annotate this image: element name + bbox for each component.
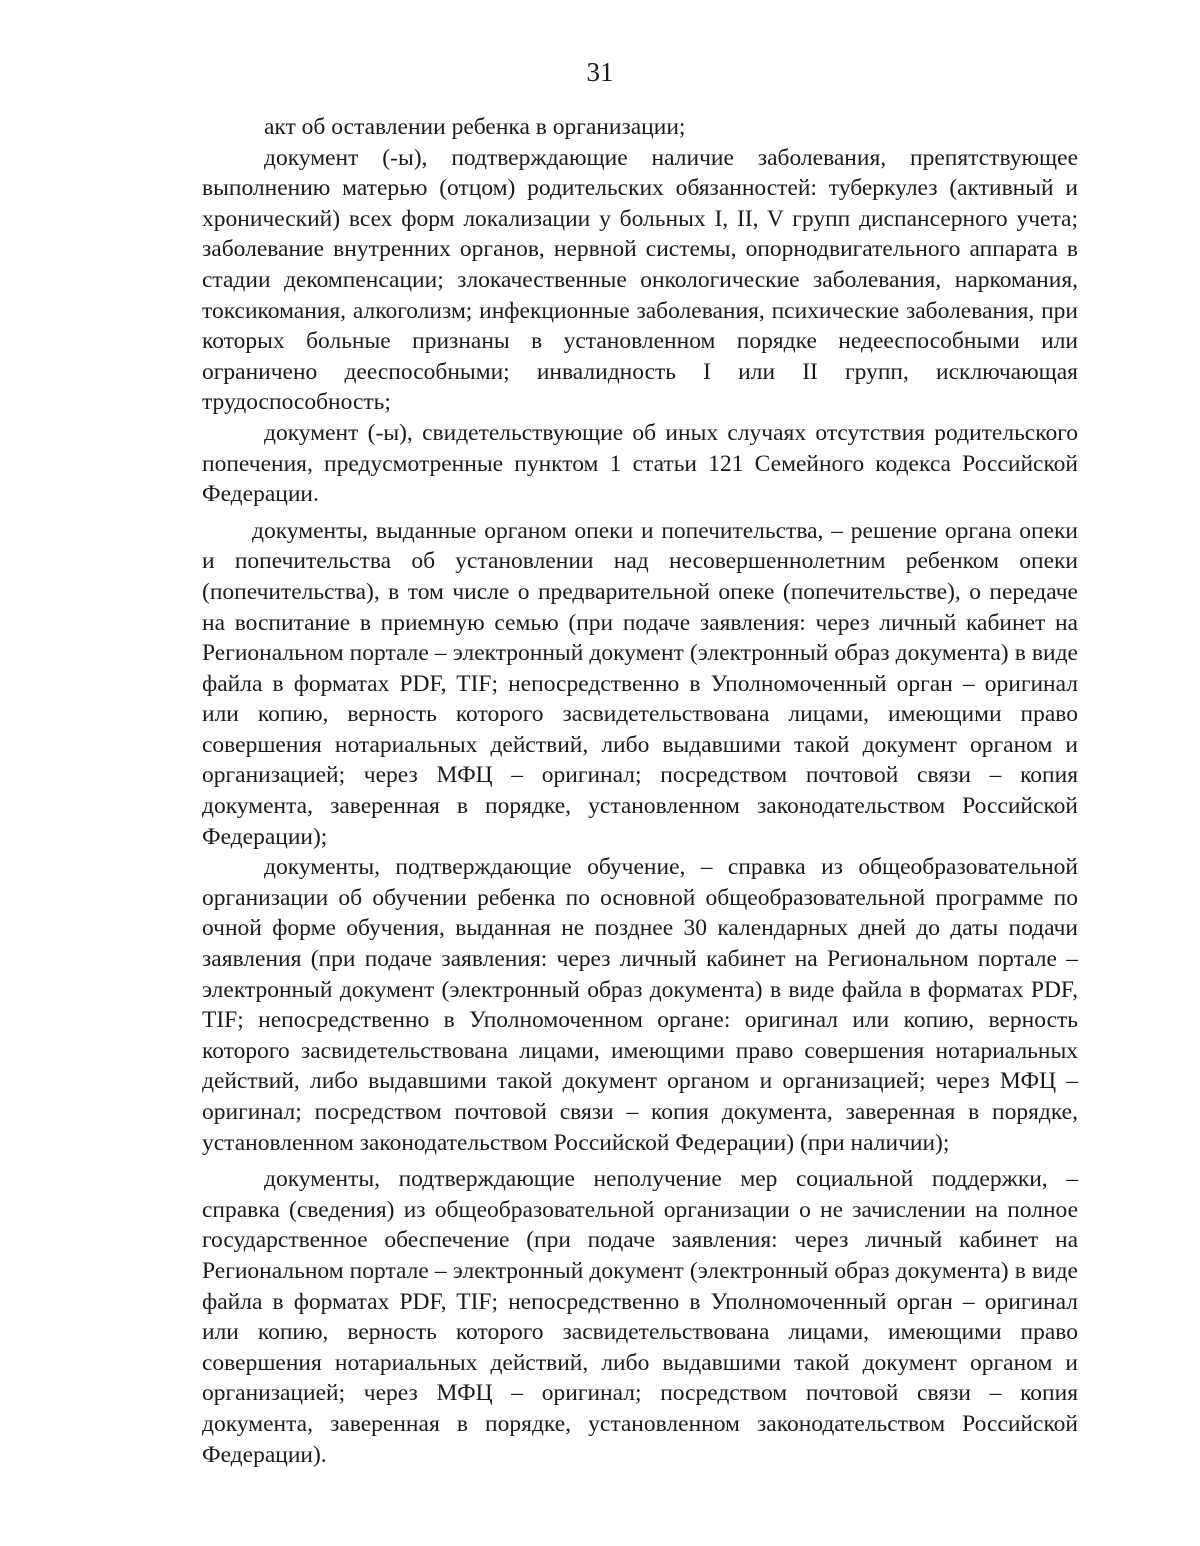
paragraph-social-support-documents: документы, подтверждающие неполучение мер социальной поддержки, – справка (сведения) из общеобразовательной организации о не зачислении на полное государственное обеспечение (при подаче заявления: через личный кабинет на Региональном портале – электронный документ (электронный образ документа) в виде файла в форматах PDF, TIF; непосредственно в Уполномоченный орган – оригинал или копию, верность которого засвидетельствована лицами, имеющими право совершения нотариальных действий, либо выдавшими такой документ органом и организацией; через МФЦ – оригинал; посредством почтовой связи – копия документа, заверенная в порядке, установленном законодательством Российской Федерации). (202, 1166, 1078, 1468)
paragraph-illness-documents: документ (-ы), подтверждающие наличие заболевания, препятствующее выполнению матерью (отцом) родительских обязанностей: туберкулез (активный и хронический) всех форм локализации у больных I, II, V групп диспансерного учета; заболевание внутренних органов, нервной системы, опорнодвигательного аппарата в стадии декомпенсации; злокачественные онкологические заболевания, наркомания, токсикомания, алкоголизм; инфекционные заболевания, психические заболевания, при которых больные признаны в установленном порядке недееспособными или ограничено дееспособными; инвалидность I или II групп, исключающая трудоспособность; (202, 144, 1078, 416)
paragraph-act: акт об оставлении ребенка в организации; (264, 114, 686, 140)
paragraph-education-documents: документы, подтверждающие обучение, – справка из общеобразовательной организации об обучении ребенка по основной общеобразовательной программе по очной форме обучения, выданная не позднее 30 календарных дней до даты подачи заявления (при подаче заявления: через личный кабинет на Региональном портале – электронный документ (электронный образ документа) в виде файла в форматах PDF, TIF; непосредственно в Уполномоченном органе: оригинал или копию, верность которого засвидетельствована лицами, имеющими право совершения нотариальных действий, либо выдавшими такой документ органом и организацией; через МФЦ – оригинал; посредством почтовой связи – копия документа, заверенная в порядке, установленном законодательством Российской Федерации) (при наличии); (202, 854, 1078, 1156)
paragraph-other-cases-documents: документ (-ы), свидетельствующие об иных случаях отсутствия родительского попечения, предусмотренные пунктом 1 статьи 121 Семейного кодекса Российской Федерации. (202, 419, 1078, 508)
paragraph-guardianship-documents: документы, выданные органом опеки и попечительства, – решение органа опеки и попечительства об установлении над несовершеннолетним ребенком опеки (попечительства), в том числе о предварительной опеке (попечительстве), о передаче на воспитание в приемную семью (при подаче заявления: через личный кабинет на Региональном портале – электронный документ (электронный образ документа) в виде файла в форматах PDF, TIF; непосредственно в Уполномоченный орган – оригинал или копию, верность которого засвидетельствована лицами, имеющими право совершения нотариальных действий, либо выдавшими такой документ органом и организацией; через МФЦ – оригинал; посредством почтовой связи – копия документа, заверенная в порядке, установленном законодательством Российской Федерации); (202, 517, 1078, 850)
document-body (202, 112, 1078, 1470)
page-number: 31 (586, 57, 614, 87)
